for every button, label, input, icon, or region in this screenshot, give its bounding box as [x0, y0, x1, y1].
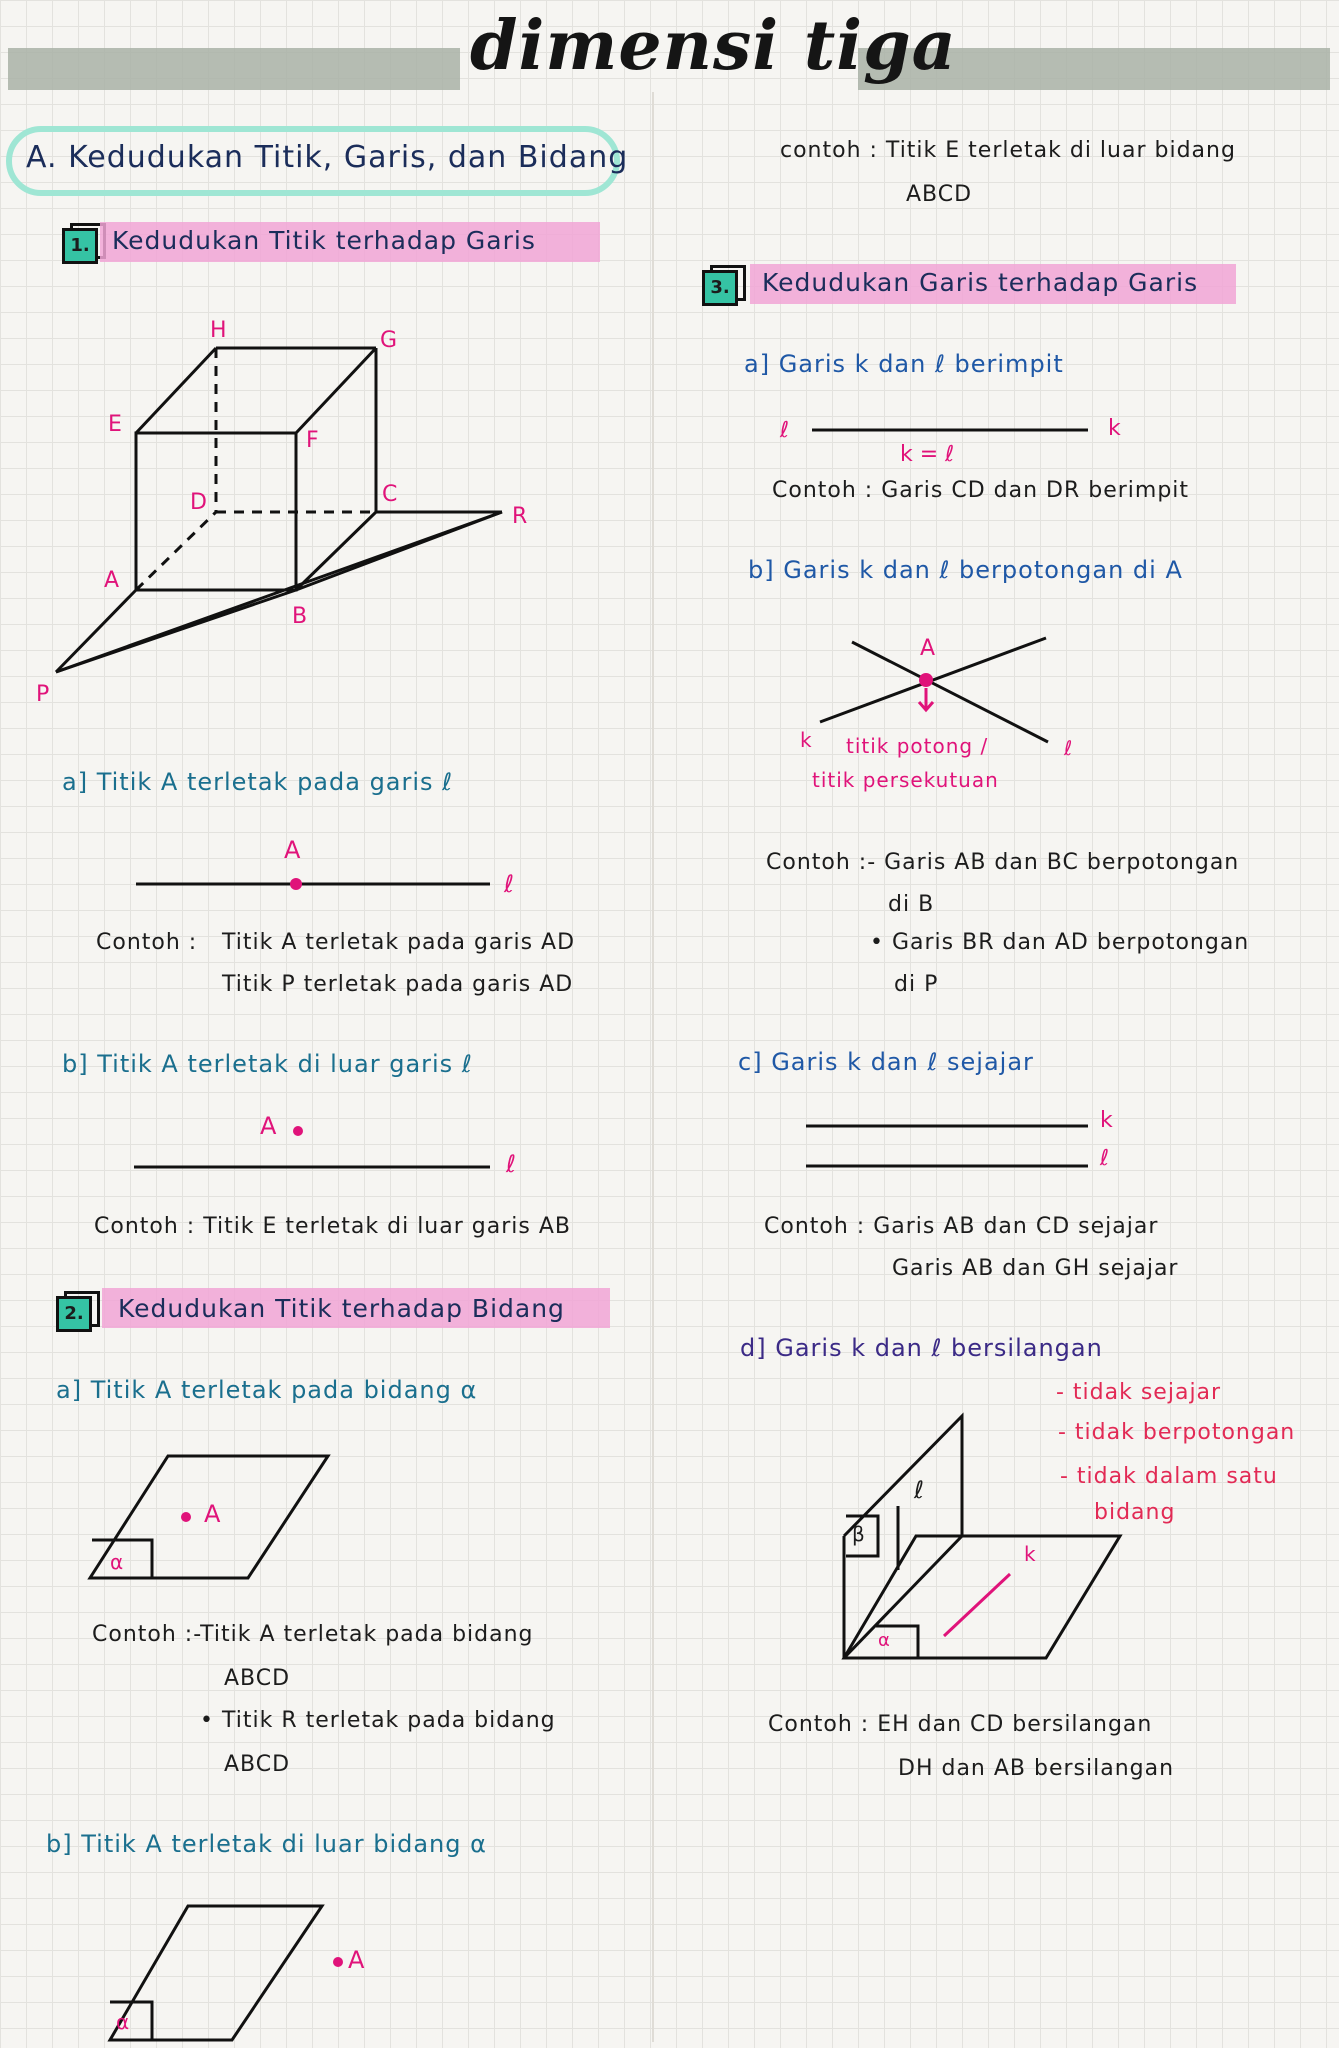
line-d3-k: [944, 1574, 1010, 1636]
cube-diagram: [56, 348, 502, 672]
b1-line-label: ℓ: [506, 1150, 516, 1178]
right-top-example-2: ABCD: [906, 182, 973, 207]
header-3-number: 3.: [702, 270, 738, 306]
a2-heading: a] Titik A terletak pada bidang α: [56, 1376, 478, 1404]
page-title: dimensi tiga: [470, 6, 957, 86]
cube-label-P: P: [36, 682, 50, 707]
a3-example: Contoh : Garis CD dan DR berimpit: [772, 478, 1190, 503]
cube-label-C: C: [382, 482, 398, 507]
d3-heading: d] Garis k dan ℓ bersilangan: [740, 1334, 1103, 1362]
d3-note-1: - tidak sejajar: [1056, 1380, 1222, 1405]
cube-label-A: A: [104, 568, 120, 593]
line-b3-l: [852, 642, 1048, 742]
cube-label-R: R: [512, 504, 528, 529]
plane-b2: [110, 1906, 322, 2040]
a2-example-2: • Titik R terletak pada bidang: [200, 1708, 556, 1733]
cube-label-E: E: [108, 412, 122, 437]
a1-example-1: Titik A terletak pada garis AD: [222, 930, 576, 955]
b3-example-1: Contoh :- Garis AB dan BC berpotongan: [766, 850, 1240, 875]
point-a2: [181, 1512, 191, 1522]
point-b2: [333, 1957, 343, 1967]
d3-note-2: - tidak berpotongan: [1058, 1420, 1296, 1445]
header-2-title: Kedudukan Titik terhadap Bidang: [118, 1294, 565, 1323]
b3-example-2b: di P: [894, 972, 939, 997]
b3-l-label: ℓ: [1064, 736, 1073, 760]
point-b1: [293, 1126, 303, 1136]
header-2-number: 2.: [56, 1296, 92, 1332]
a1-line-label: ℓ: [504, 870, 514, 898]
c3-example-1: Contoh : Garis AB dan CD sejajar: [764, 1214, 1159, 1239]
b1-heading: b] Titik A terletak di luar garis ℓ: [62, 1050, 473, 1078]
cube-label-B: B: [292, 604, 308, 629]
b3-k-label: k: [800, 728, 812, 752]
b2-alpha-label: α: [116, 2010, 130, 2034]
a1-example-label: Contoh :: [96, 930, 198, 955]
a1-example-2: Titik P terletak pada garis AD: [222, 972, 574, 997]
b3-caption-1: titik potong /: [846, 734, 989, 758]
header-3-title: Kedudukan Garis terhadap Garis: [762, 268, 1199, 297]
a1-heading: a] Titik A terletak pada garis ℓ: [62, 768, 454, 796]
c3-example-2: Garis AB dan GH sejajar: [892, 1256, 1179, 1281]
d3-note-3b: bidang: [1094, 1500, 1176, 1525]
d3-note-3: - tidak dalam satu: [1060, 1464, 1278, 1489]
d3-l-label: ℓ: [914, 1476, 924, 1504]
b3-example-2: • Garis BR dan AD berpotongan: [870, 930, 1250, 955]
d3-k-label: k: [1024, 1542, 1036, 1566]
a3-k-label: k: [1108, 416, 1121, 441]
right-top-example-1: contoh : Titik E terletak di luar bidang: [780, 138, 1236, 163]
a3-eq-label: k = ℓ: [900, 442, 955, 467]
cube-label-H: H: [210, 318, 227, 343]
b3-caption-2: titik persekutuan: [812, 768, 999, 792]
cube-label-F: F: [306, 428, 319, 453]
b3-heading: b] Garis k dan ℓ berpotongan di A: [748, 556, 1183, 584]
header-1-number: 1.: [62, 228, 98, 264]
d3-example-2: DH dan AB bersilangan: [898, 1756, 1175, 1781]
b1-point-label: A: [260, 1112, 277, 1140]
a3-heading: a] Garis k dan ℓ berimpit: [744, 350, 1064, 378]
cube-label-G: G: [380, 328, 398, 353]
b3-example-1b: di B: [888, 892, 935, 917]
a3-l-label: ℓ: [780, 418, 790, 443]
b2-point-label: A: [348, 1946, 365, 1974]
b1-example: Contoh : Titik E terletak di luar garis AB: [94, 1214, 571, 1239]
b2-heading: b] Titik A terletak di luar bidang α: [46, 1830, 487, 1858]
a2-point-label: A: [204, 1500, 221, 1528]
d3-beta-label: β: [852, 1522, 865, 1546]
c3-l-label: ℓ: [1100, 1146, 1110, 1171]
cube-label-D: D: [190, 490, 207, 515]
c3-k-label: k: [1100, 1108, 1113, 1133]
b3-A-label: A: [920, 636, 936, 661]
point-a1: [290, 878, 302, 890]
a2-example-1b: ABCD: [224, 1666, 291, 1691]
d3-example-1: Contoh : EH dan CD bersilangan: [768, 1712, 1153, 1737]
header-1-title: Kedudukan Titik terhadap Garis: [112, 226, 536, 255]
point-b3: [919, 673, 933, 687]
skew-planes-diagram: [844, 1416, 1120, 1658]
a2-example-2b: ABCD: [224, 1752, 291, 1777]
a1-point-label: A: [284, 836, 301, 864]
c3-heading: c] Garis k dan ℓ sejajar: [738, 1048, 1034, 1076]
d3-alpha-label: α: [878, 1630, 890, 1651]
a2-alpha-label: α: [110, 1550, 124, 1574]
a2-example-1: Contoh :-Titik A terletak pada bidang: [92, 1622, 534, 1647]
section-a-heading: A. Kedudukan Titik, Garis, dan Bidang: [26, 140, 629, 175]
